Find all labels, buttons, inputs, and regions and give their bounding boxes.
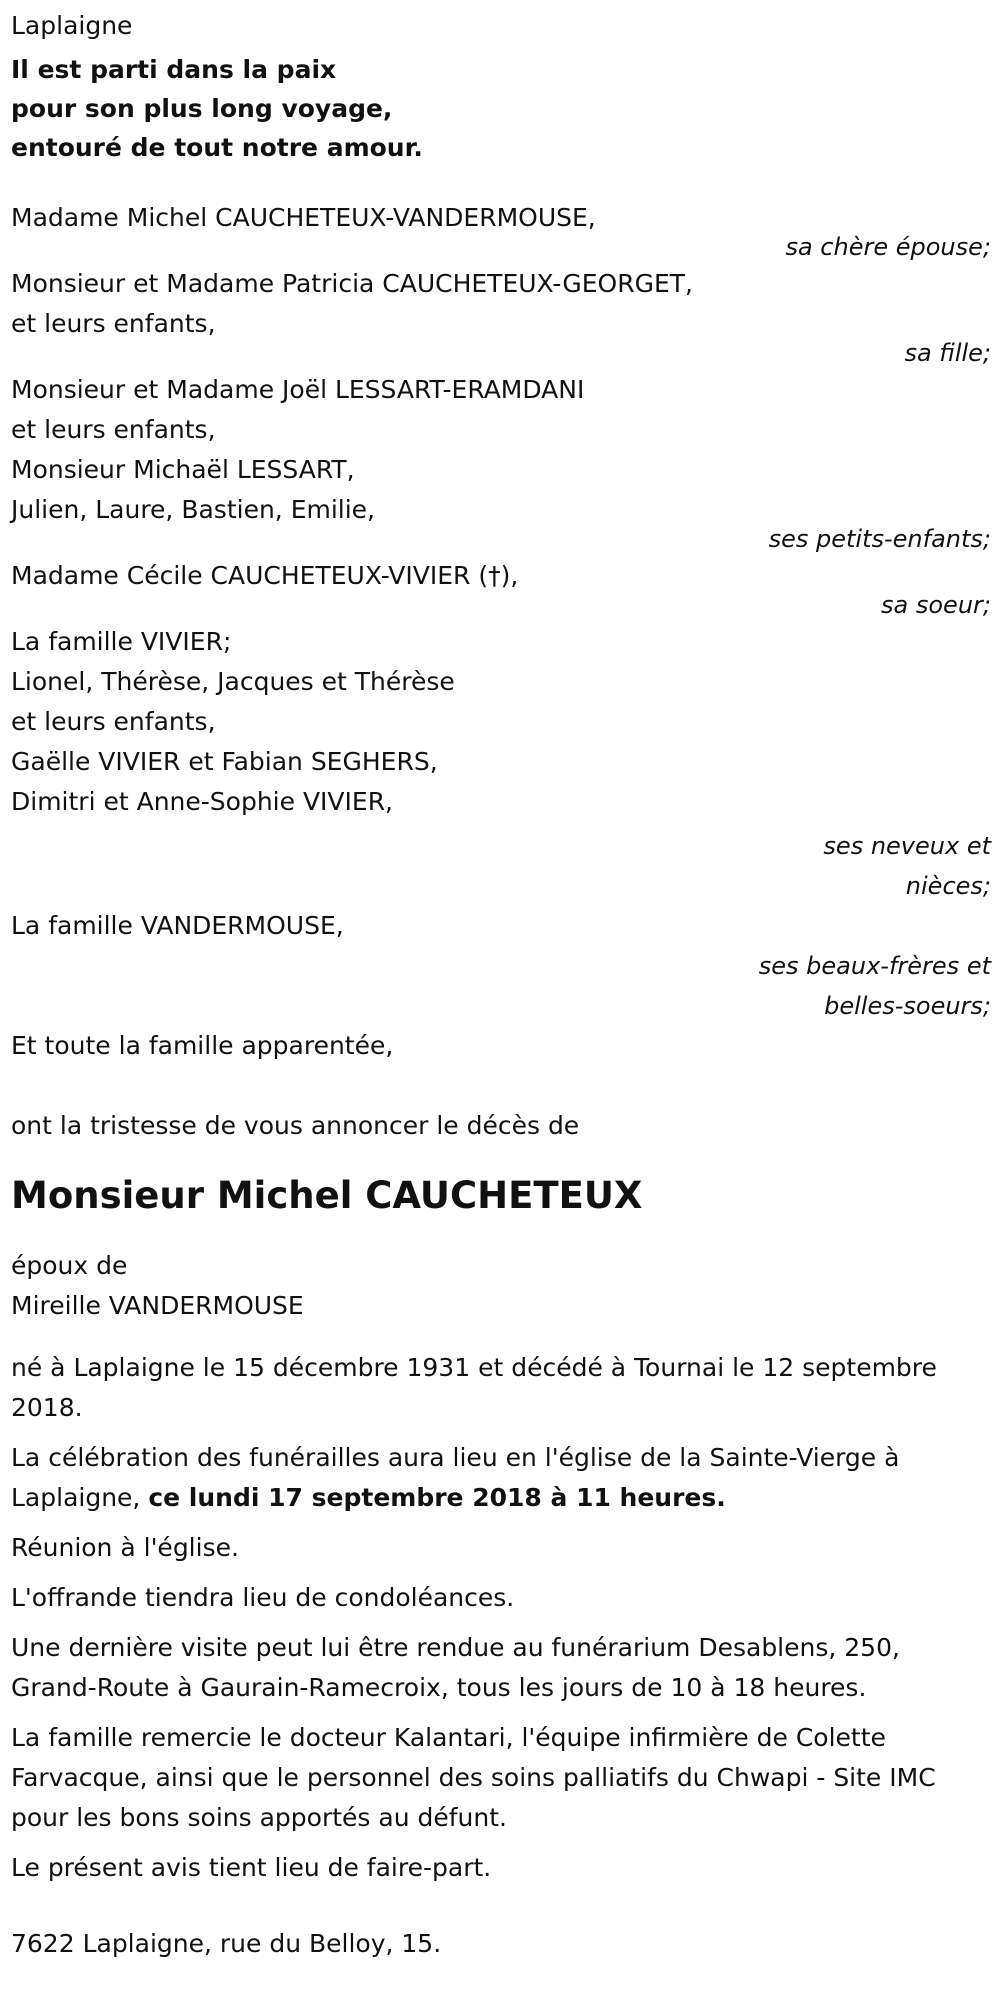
thanks-text: La famille remercie le docteur Kalantari, l'équipe infirmière de Colette Farvacque, ainsi que le personnel des soins palliatifs du Chwapi - Site IMC pour les bons soins apportés au défunt. [11, 1723, 936, 1832]
meeting-text: Réunion à l'église. [11, 1533, 239, 1562]
poem-line-1: Il est parti dans la paix [11, 55, 337, 84]
family-line: et leurs enfants, [11, 707, 216, 736]
family-line: Dimitri et Anne-Sophie VIVIER, [11, 787, 394, 816]
deceased-name: Monsieur Michel CAUCHETEUX [11, 1174, 643, 1217]
funeral-text [11, 1438, 986, 1518]
obituary-document [11, 0, 991, 1964]
poem-line-3: entouré de tout notre amour. [11, 133, 423, 162]
family-group-daughter [11, 264, 991, 368]
family-line: La famille VANDERMOUSE, [11, 911, 344, 940]
family-group-nephews [11, 622, 991, 906]
header-place: Laplaigne [11, 11, 133, 40]
details-section [11, 1348, 986, 1888]
family-relation: ses beaux-frères et [758, 952, 991, 980]
family-relation: ses neveux et [823, 832, 991, 860]
family-line: Gaëlle VIVIER et Fabian SEGHERS, [11, 747, 438, 776]
family-relation: nièces; [905, 872, 991, 900]
family-line: et leurs enfants, [11, 309, 216, 338]
announcement: ont la tristesse de vous annoncer le décès de [11, 1111, 580, 1140]
family-line: Monsieur et Madame Patricia CAUCHETEUX-GEORGET, [11, 269, 693, 298]
family-line: La famille VIVIER; [11, 627, 232, 656]
poem-line-2: pour son plus long voyage, [11, 94, 393, 123]
family-line: Julien, Laure, Bastien, Emilie, [11, 495, 376, 524]
birth-death-text: né à Laplaigne le 15 décembre 1931 et décédé à Tournai le 12 septembre 2018. [11, 1353, 937, 1422]
funeral-date: ce lundi 17 septembre 2018 à 11 heures. [148, 1483, 726, 1512]
offering-text: L'offrande tiendra lieu de condoléances. [11, 1583, 515, 1612]
family-relation: ses petits-enfants; [768, 525, 991, 553]
family-relation: sa chère épouse; [785, 233, 991, 261]
family-line: et leurs enfants, [11, 415, 216, 444]
closing-family: Et toute la famille apparentée, [11, 1031, 394, 1060]
family-line: Monsieur Michaël LESSART, [11, 455, 355, 484]
family-group-sister [11, 556, 991, 620]
family-line: Lionel, Thérèse, Jacques et Thérèse [11, 667, 455, 696]
spouse-name: Mireille VANDERMOUSE [11, 1291, 304, 1320]
family-line: Madame Cécile CAUCHETEUX-VIVIER (†), [11, 561, 519, 590]
family-line: Monsieur et Madame Joël LESSART-ERAMDANI [11, 375, 585, 404]
funeral-prefix: La célébration des funérailles aura lieu en l'église de la Sainte-Vierge à Laplaigne, [11, 1443, 900, 1512]
visit-text: Une dernière visite peut lui être rendue au funérarium Desablens, 250, Grand-Route à Gaurain-Ramecroix, tous les jours de 10 à 18 heures. [11, 1633, 900, 1702]
family-group-spouse [11, 198, 991, 262]
family-line: Madame Michel CAUCHETEUX-VANDERMOUSE, [11, 203, 596, 232]
family-relation: belles-soeurs; [824, 992, 991, 1020]
family-relation: sa soeur; [881, 591, 991, 619]
spouse-label: époux de [11, 1251, 128, 1280]
family-relation: sa fille; [904, 339, 991, 367]
notice-text: Le présent avis tient lieu de faire-part. [11, 1853, 492, 1882]
address: 7622 Laplaigne, rue du Belloy, 15. [11, 1929, 442, 1958]
family-group-grandchildren [11, 370, 991, 554]
family-group-in-laws [11, 906, 991, 1026]
